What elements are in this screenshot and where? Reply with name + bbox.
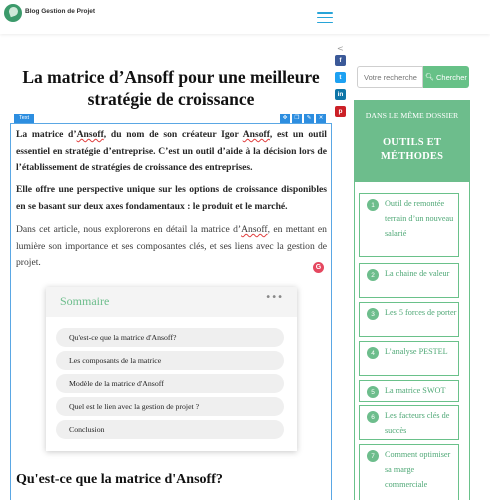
linkedin-share-button[interactable]: in — [335, 89, 346, 100]
leaf-logo-icon — [4, 4, 22, 22]
dossier-item-label: La chaine de valeur — [385, 269, 450, 278]
grammarly-icon[interactable]: G — [313, 262, 324, 273]
dossier-item-label: L’analyse PESTEL — [385, 347, 448, 356]
share-icon[interactable]: < — [337, 44, 344, 53]
delete-icon[interactable]: ✕ — [316, 114, 326, 123]
search-input[interactable] — [357, 66, 423, 88]
toc-title: Sommaire — [60, 294, 110, 308]
duplicate-icon[interactable]: ❐ — [292, 114, 302, 123]
edit-icon[interactable]: ✎ — [304, 114, 314, 123]
item-number: 4 — [367, 347, 379, 359]
dossier-item-label: La matrice SWOT — [385, 386, 446, 395]
site-logo[interactable] — [4, 4, 95, 22]
item-number: 7 — [367, 450, 379, 462]
intro-paragraph: La matrice d’Ansoff, du nom de son créateur Igor Ansoff, est un outil essentiel en stratégie d’entreprise. C’est un outil d’aide à la décision lors de l’établissement de stratégies de croissance des entreprises. — [16, 129, 327, 174]
toc-item[interactable]: Modèle de la matrice d'Ansoff — [56, 374, 284, 393]
item-number: 6 — [367, 411, 379, 423]
table-of-contents — [46, 287, 297, 451]
dossier-item[interactable] — [359, 302, 459, 337]
dossier-header — [354, 100, 470, 182]
toc-item[interactable]: Conclusion — [56, 420, 284, 439]
dossier-title: OUTILS ET MÉTHODES — [380, 137, 444, 162]
menu-icon[interactable] — [317, 12, 333, 23]
dossier-item[interactable] — [359, 263, 459, 298]
toc-item[interactable]: Quel est le lien avec la gestion de projet ? — [56, 397, 284, 416]
section-heading: Qu'est-ce que la matrice d'Ansoff? — [16, 472, 223, 487]
dossier-item[interactable] — [359, 405, 459, 440]
overview-paragraph: Dans cet article, nous explorerons en détail la matrice d’Ansoff, en mettant en lumière son importance et ses composantes clés, et ses liens avec la gestion de projet. — [16, 224, 327, 269]
facebook-share-button[interactable]: f — [335, 55, 346, 66]
dossier-item-label: Outil de remontée terrain d’un nouveau salarié — [385, 199, 454, 238]
dossier-item-label: Les 5 forces de porter — [385, 308, 457, 317]
item-number: 2 — [367, 269, 379, 281]
article-title: La matrice d’Ansoff pour une meilleure stratégie de croissance — [22, 67, 320, 109]
toc-toggle-icon[interactable]: ••• — [265, 292, 283, 303]
search-icon: 🔍︎ — [425, 73, 435, 81]
site-name: Blog Gestion de Projet — [25, 7, 96, 15]
dossier-item[interactable] — [359, 444, 459, 500]
search-button-label: Chercher — [436, 72, 467, 82]
item-number: 3 — [367, 308, 379, 320]
toc-item[interactable]: Qu'est-ce que la matrice d'Ansoff? — [56, 328, 284, 347]
text-block-tag[interactable]: Text — [14, 114, 34, 123]
top-header — [0, 0, 490, 34]
block-toolbar — [280, 114, 326, 123]
move-icon[interactable]: ✥ — [280, 114, 290, 123]
toc-item[interactable]: Les composants de la matrice — [56, 351, 284, 370]
search-button[interactable] — [423, 66, 469, 88]
toc-header[interactable] — [46, 287, 297, 317]
dossier-subtitle: DANS LE MÊME DOSSIER — [365, 111, 459, 120]
pinterest-share-button[interactable]: p — [335, 106, 346, 117]
dossier-item[interactable] — [359, 193, 459, 257]
dossier-item[interactable] — [359, 341, 459, 376]
dossier-item-label: Comment optimiser sa marge commerciale — [385, 450, 451, 489]
item-number: 1 — [367, 199, 379, 211]
item-number: 5 — [367, 386, 379, 398]
twitter-share-button[interactable]: t — [335, 72, 346, 83]
perspective-paragraph: Elle offre une perspective unique sur les options de croissance disponibles en se basant sur deux axes fondamentaux : le produit et le marché. — [16, 184, 327, 212]
dossier-item-label: Les facteurs clés de succès — [385, 411, 450, 435]
dossier-item[interactable] — [359, 380, 459, 402]
